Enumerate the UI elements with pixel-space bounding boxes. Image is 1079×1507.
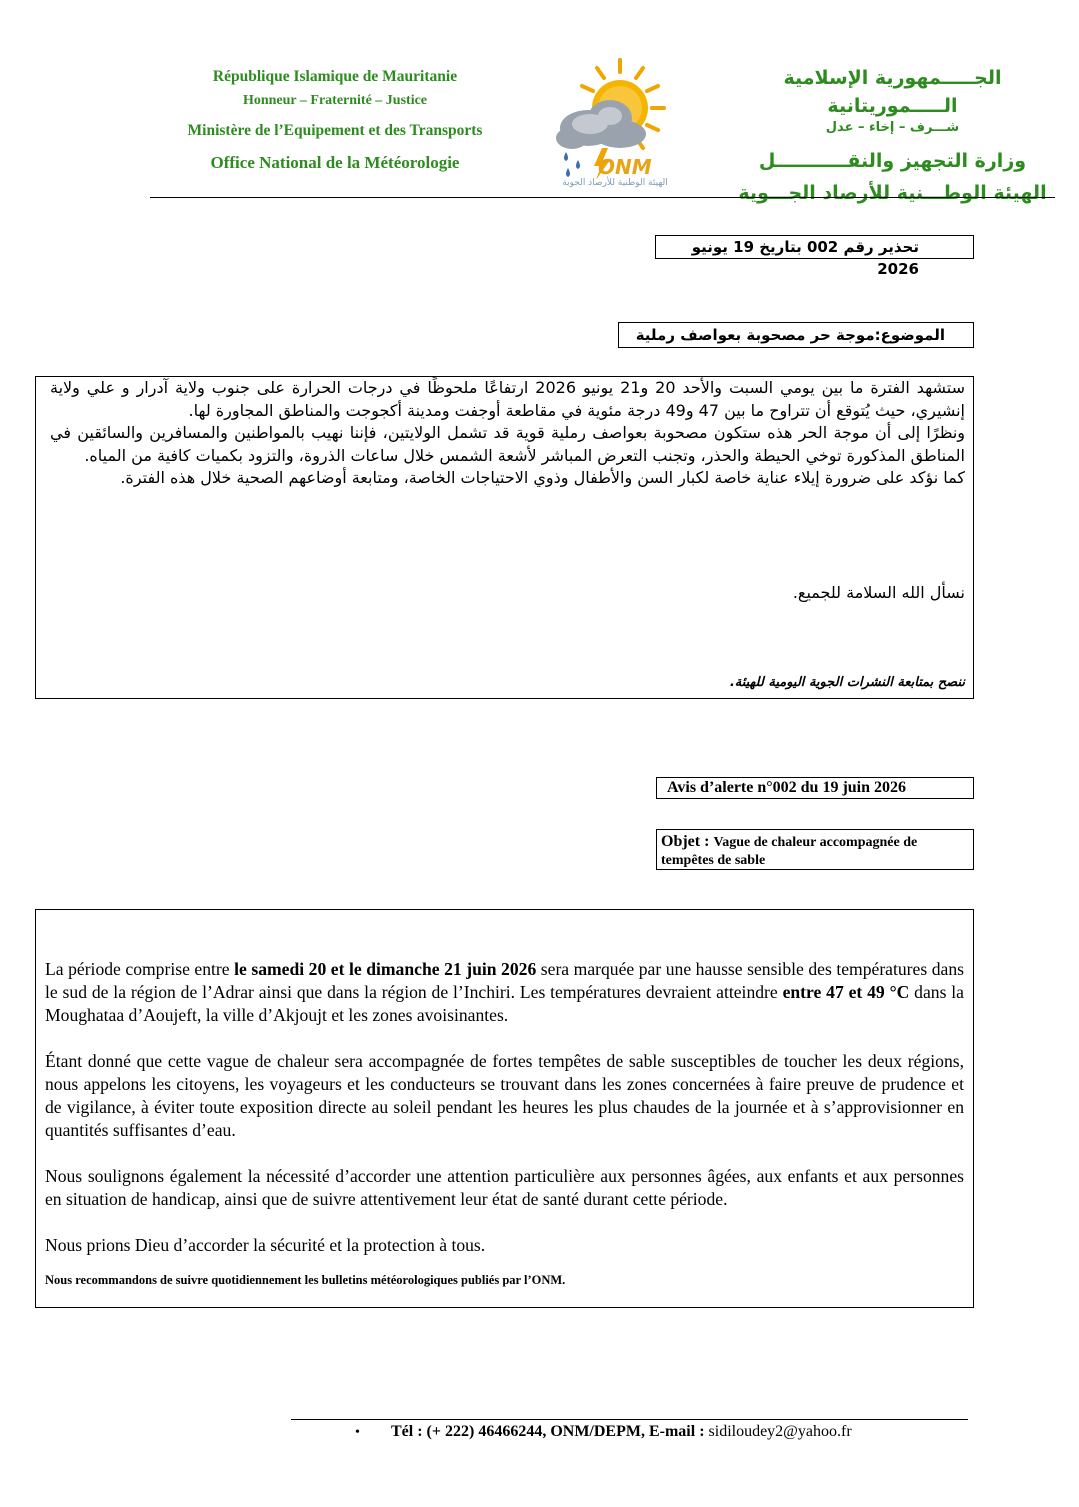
footer-contact-text: Tél : (+ 222) 46466244, ONM/DEPM, E-mail : — [391, 1423, 705, 1440]
french-paragraph-3: Nous soulignons également la nécessité d’accorder une attention particulière aux personnes âgées, aux enfants et aux personnes en situation de handicap, ainsi que de suivre attentivement leur état de santé durant cette période. — [45, 1166, 964, 1209]
french-body-box — [35, 909, 974, 1308]
header-divider — [150, 197, 1055, 198]
header-arabic — [730, 64, 1055, 208]
arabic-reference-box: تحذير رقم 002 بتاريخ 19 يونيو 2026 — [655, 235, 974, 259]
arabic-closing: نسأل الله السلامة للجميع. — [792, 583, 965, 602]
footer-bullet: • — [355, 1425, 360, 1440]
arabic-paragraph-3: كما نؤكد على ضرورة إيلاء عناية خاصة لكبار السن والأطفال وذوي الاحتياجات الخاصة، ومتابعة أوضاعهم الصحية خلال هذه الفترة. — [120, 468, 965, 487]
arabic-subject-box: الموضوع:موجة حر مصحوبة بعواصف رملية — [618, 322, 974, 348]
country-name-ar: الجـــــمهورية الإسلامية الـــــموريتانية — [783, 67, 1002, 117]
french-subject-box — [656, 829, 974, 870]
arabic-paragraph-2: ونظرًا إلى أن موجة الحر هذه ستكون مصحوبة بعواصف رملية قوية قد تشمل الولايتين، فإننا نهيب بالمواطنين والمسافرين والسائقين في المناطق المذكورة توخي الحيطة والحذر، وتجنب التعرض المباشر لأشعة الشمس خلال ساعات الذروة، والتزود بكميات كافية من المياه. — [50, 423, 965, 465]
french-closing: Nous prions Dieu d’accorder la sécurité et la protection à tous. — [45, 1235, 486, 1255]
onm-logo — [548, 56, 683, 196]
logo-caption: الهيئة الوطنية للأرصاد الجوية — [562, 178, 668, 188]
p1-dates: le samedi 20 et le dimanche 21 juin 2026 — [234, 959, 537, 979]
french-reference-box: Avis d’alerte n°002 du 19 juin 2026 — [656, 777, 974, 799]
p1-part-e: dans la Moughataa d’Aoujeft, la ville d’Akjoujt et les zones avoisinantes. — [45, 982, 964, 1025]
office-name-fr: Office National de la Météorologie — [210, 153, 460, 172]
arabic-advice: ننصح بمتابعة النشرات الجوية اليومية للهيئة. — [729, 675, 965, 690]
footer-email: sidiloudey2@yahoo.fr — [708, 1423, 852, 1440]
logo-text: ONM — [598, 155, 652, 179]
arabic-body-box — [35, 376, 974, 699]
p1-temperatures: entre 47 et 49 °C — [782, 982, 910, 1002]
p1-part-c: sera marquée par une hausse sensible des températures dans le sud de la région de l’Adrar ainsi que dans la région de l’Inchiri. Les températures devraient atteindre — [45, 959, 964, 1002]
french-paragraph-1 — [45, 958, 964, 1027]
french-paragraph-2: Étant donné que cette vague de chaleur sera accompagnée de fortes tempêtes de sable susceptibles de toucher les deux régions, nous appelons les citoyens, les voyageurs et les conducteurs se trouvant dans les zones concernées à faire preuve de prudence et de vigilance, à éviter toute exposition directe au soleil pendant les heures les plus chaudes de la journée et à s’approvisionner en quantités suffisantes d’eau. — [45, 1051, 964, 1140]
sun-cloud-rain-icon — [548, 56, 683, 196]
office-name-ar: الهيئة الوطـــنية للأرصاد الجـــوية — [738, 182, 1047, 204]
motto-fr: Honneur – Fraternité – Justice — [242, 93, 428, 108]
country-name-fr: République Islamique de Mauritanie — [212, 68, 458, 85]
ministry-name-fr: Ministère de l’Equipement et des Transports — [187, 122, 483, 139]
subject-label: Objet : — [661, 833, 710, 850]
motto-ar: شـــرف – إخاء – عدل — [825, 120, 960, 135]
subject-text: Vague de chaleur accompagnée de tempêtes de sable — [661, 835, 918, 868]
arabic-paragraph-1: ستشهد الفترة ما بين يومي السبت والأحد 20 و21 يونيو 2026 ارتفاعًا ملحوظًا في درجات الحرارة على جنوب ولاية آدرار و علي ولاية إنشيري، حيث يُتوقع أن تتراوح ما بين 47 و49 درجة مئوية في مقاطعة أوجفت ومدينة أكجوجت والمناطق المجاورة لها. — [50, 378, 965, 420]
footer-divider — [291, 1419, 968, 1420]
ministry-name-ar: وزارة التجهيز والنقـــــــــــل — [758, 150, 1027, 172]
header-french — [150, 66, 520, 174]
french-advice: Nous recommandons de suivre quotidiennement les bulletins météorologiques publiés par l’ONM. — [45, 1273, 566, 1287]
p1-part-a: La période comprise entre — [45, 959, 235, 979]
footer-contact — [355, 1421, 955, 1444]
